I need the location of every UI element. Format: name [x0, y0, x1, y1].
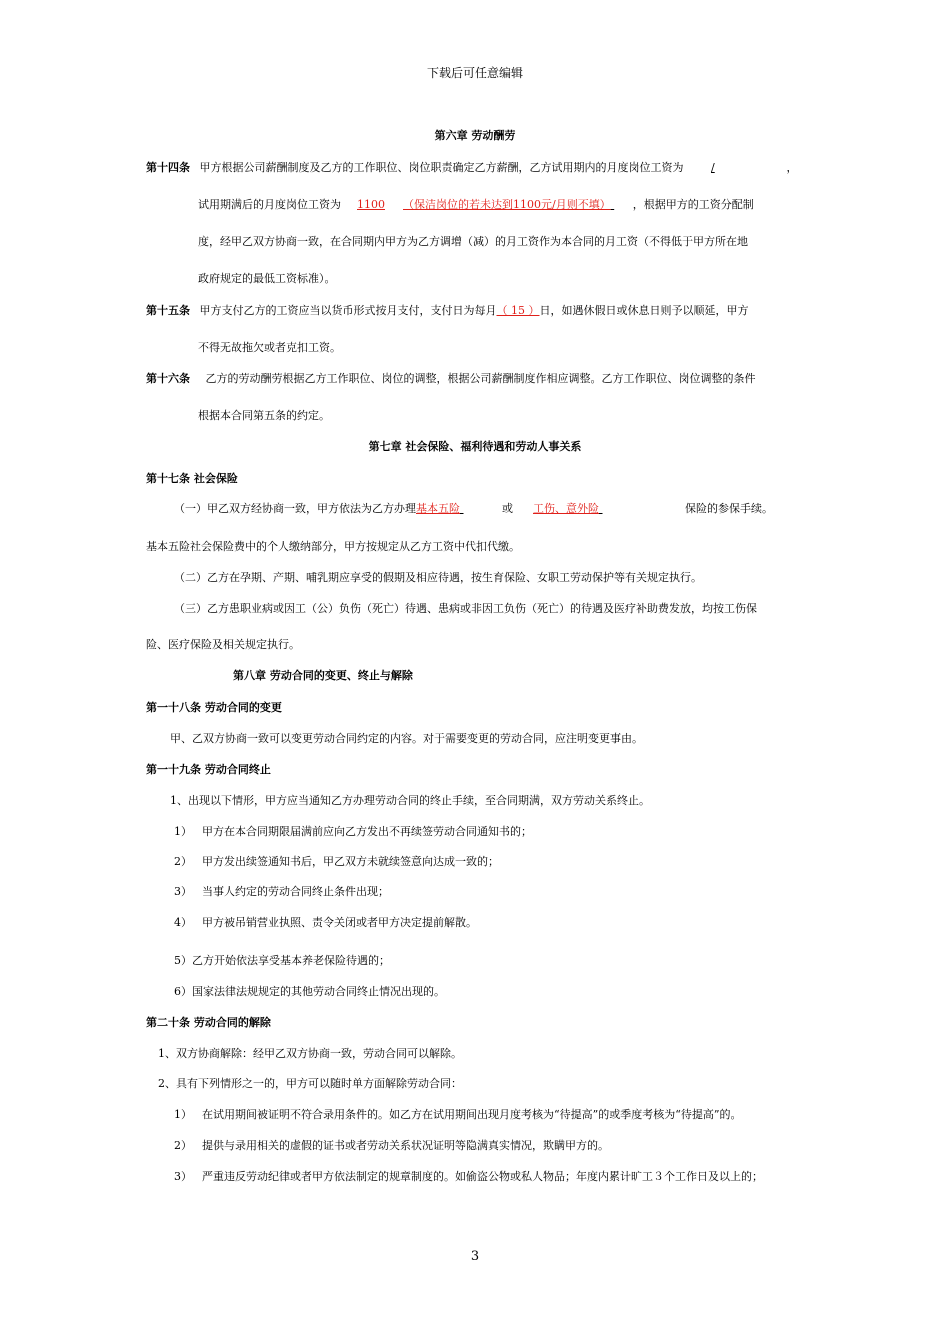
list-item — [174, 856, 499, 867]
article-16-label: 第十六条 — [146, 372, 190, 385]
list-item — [174, 1171, 763, 1182]
insurance-option-2: 工伤、意外险 — [533, 502, 599, 515]
list-item: 6）国家法律法规规定的其他劳动合同终止情况出现的。 — [174, 985, 445, 998]
post-probation-wage-value: 1100 — [357, 198, 385, 211]
list-item-text: 甲方被吊销营业执照、责令关闭或者甲方决定提前解散。 — [202, 916, 477, 929]
article-17-para-3-cont: 险、医疗保险及相关规定执行。 — [146, 638, 300, 651]
insurance-option-1-blank-tail — [460, 503, 502, 514]
article-16-text-1: 乙方的劳动酬劳根据乙方工作职位、岗位的调整，根据公司薪酬制度作相应调整。乙方工作职位、岗位调整的条件 — [205, 372, 756, 385]
article-14-line-1 — [146, 162, 798, 173]
article-14-text-2b: ，根据甲方的工资分配制 — [632, 198, 754, 211]
article-14-line-2 — [198, 199, 754, 210]
list-item-number: 2） — [174, 855, 192, 868]
article-19-intro: 1、出现以下情形，甲方应当通知乙方办理劳动合同的终止手续，至合同期满，双方劳动关系终止。 — [170, 794, 650, 807]
article-16-line-2: 根据本合同第五条的约定。 — [198, 409, 330, 422]
article-18-heading: 第一十八条 劳动合同的变更 — [146, 701, 282, 714]
article-17-para-2: （二）乙方在孕期、产期、哺乳期应享受的假期及相应待遇，按生育保险、女职工劳动保护等有关规定执行。 — [174, 571, 702, 584]
article-15-label: 第十五条 — [146, 304, 190, 317]
article-20-para-1: 1、双方协商解除：经甲乙双方协商一致，劳动合同可以解除。 — [158, 1047, 462, 1060]
insurance-option-2-blank-tail — [599, 503, 685, 514]
article-14-line-3: 度，经甲乙双方协商一致，在合同期内甲方为乙方调增（减）的月工资作为本合同的月工资（不得低于甲方所在地 — [198, 235, 748, 248]
article-17-heading: 第十七条 社会保险 — [146, 472, 238, 485]
list-item-number: 1） — [174, 1108, 192, 1121]
post-probation-wage-blank-tail — [611, 199, 633, 210]
article-14-text-2a: 试用期满后的月度岗位工资为 — [198, 198, 341, 211]
article-14-text-1a: 甲方根据公司薪酬制度及乙方的工作职位、岗位职责确定乙方薪酬，乙方试用期内的月度岗位工资为 — [199, 161, 684, 174]
list-item-number: 1） — [174, 825, 192, 838]
list-item — [174, 886, 389, 897]
chapter-8-title: 第八章 劳动合同的变更、终止与解除 — [233, 669, 413, 682]
article-14-label: 第十四条 — [146, 161, 190, 174]
list-item-number: 3） — [174, 1170, 192, 1183]
article-17-text-1a: （一）甲乙双方经协商一致，甲方依法为乙方办理 — [174, 502, 416, 515]
probation-wage-blank — [687, 162, 783, 173]
article-14-line-4: 政府规定的最低工资标准）。 — [198, 272, 336, 285]
article-17-para-3: （三）乙方患职业病或因工（公）负伤（死亡）待遇、患病或非因工负伤（死亡）的待遇及医疗补助费发放，均按工伤保 — [174, 602, 757, 615]
article-15-line-1 — [146, 305, 749, 316]
article-20-para-2: 2、具有下列情形之一的，甲方可以随时单方面解除劳动合同： — [158, 1077, 462, 1090]
article-17-para-1 — [174, 503, 773, 514]
list-item: 5）乙方开始依法享受基本养老保险待遇的； — [174, 954, 390, 967]
list-item — [174, 826, 532, 837]
list-item-number: 3） — [174, 885, 192, 898]
chapter-7-title: 第七章 社会保险、福利待遇和劳动人事关系 — [368, 440, 582, 453]
list-item-text: 提供与录用相关的虚假的证书或者劳动关系状况证明等隐满真实情况，欺瞒甲方的。 — [202, 1139, 609, 1152]
article-14-text-1b: ， — [786, 161, 798, 174]
article-16-line-1 — [146, 373, 756, 384]
list-item-number: 4） — [174, 916, 192, 929]
article-17-text-1b: 或 — [502, 502, 513, 515]
list-item — [174, 1109, 742, 1120]
list-item-text: 甲方发出续签通知书后，甲乙双方未就续签意向达成一致的； — [202, 855, 499, 868]
article-17-text-1c: 保险的参保手续。 — [685, 502, 773, 515]
list-item-text: 甲方在本合同期限届满前应向乙方发出不再续签劳动合同通知书的； — [202, 825, 532, 838]
article-15-text-1b: 日，如遇休假日或休息日则予以顺延，甲方 — [539, 304, 749, 317]
list-item — [174, 917, 477, 928]
article-15-text-1a: 甲方支付乙方的工资应当以货币形式按月支付，支付日为每月 — [199, 304, 497, 317]
article-19-heading: 第一十九条 劳动合同终止 — [146, 763, 271, 776]
page-number: 3 — [470, 1249, 480, 1264]
pay-day-value: （ 15 ） — [496, 304, 540, 317]
article-15-line-2: 不得无故拖欠或者克扣工资。 — [198, 341, 341, 354]
insurance-option-1: 基本五险 — [416, 502, 460, 515]
list-item-text: 严重违反劳动纪律或者甲方依法制定的规章制度的。如偷盗公物或私人物品；年度内累计旷工３个工作日及以上的； — [202, 1170, 763, 1183]
page-header: 下载后可任意编辑 — [426, 66, 523, 80]
list-item-text: 在试用期间被证明不符合录用条件的。如乙方在试用期间出现月度考核为“待提高”的或季度考核为“待提高”的。 — [202, 1108, 742, 1121]
article-20-heading: 第二十条 劳动合同的解除 — [146, 1016, 271, 1029]
article-17-para-1-cont: 基本五险社会保险费中的个人缴纳部分，甲方按规定从乙方工资中代扣代缴。 — [146, 540, 520, 553]
probation-wage-value: / — [711, 161, 715, 174]
list-item — [174, 1140, 609, 1151]
post-probation-wage-note: （保洁岗位的若未达到1100元/月则不填） — [403, 198, 611, 211]
list-item-number: 2） — [174, 1139, 192, 1152]
list-item-text: 当事人约定的劳动合同终止条件出现； — [202, 885, 389, 898]
article-18-para-1: 甲、乙双方协商一致可以变更劳动合同约定的内容。对于需要变更的劳动合同，应注明变更事由。 — [170, 732, 643, 745]
chapter-6-title: 第六章 劳动酬劳 — [434, 129, 516, 142]
